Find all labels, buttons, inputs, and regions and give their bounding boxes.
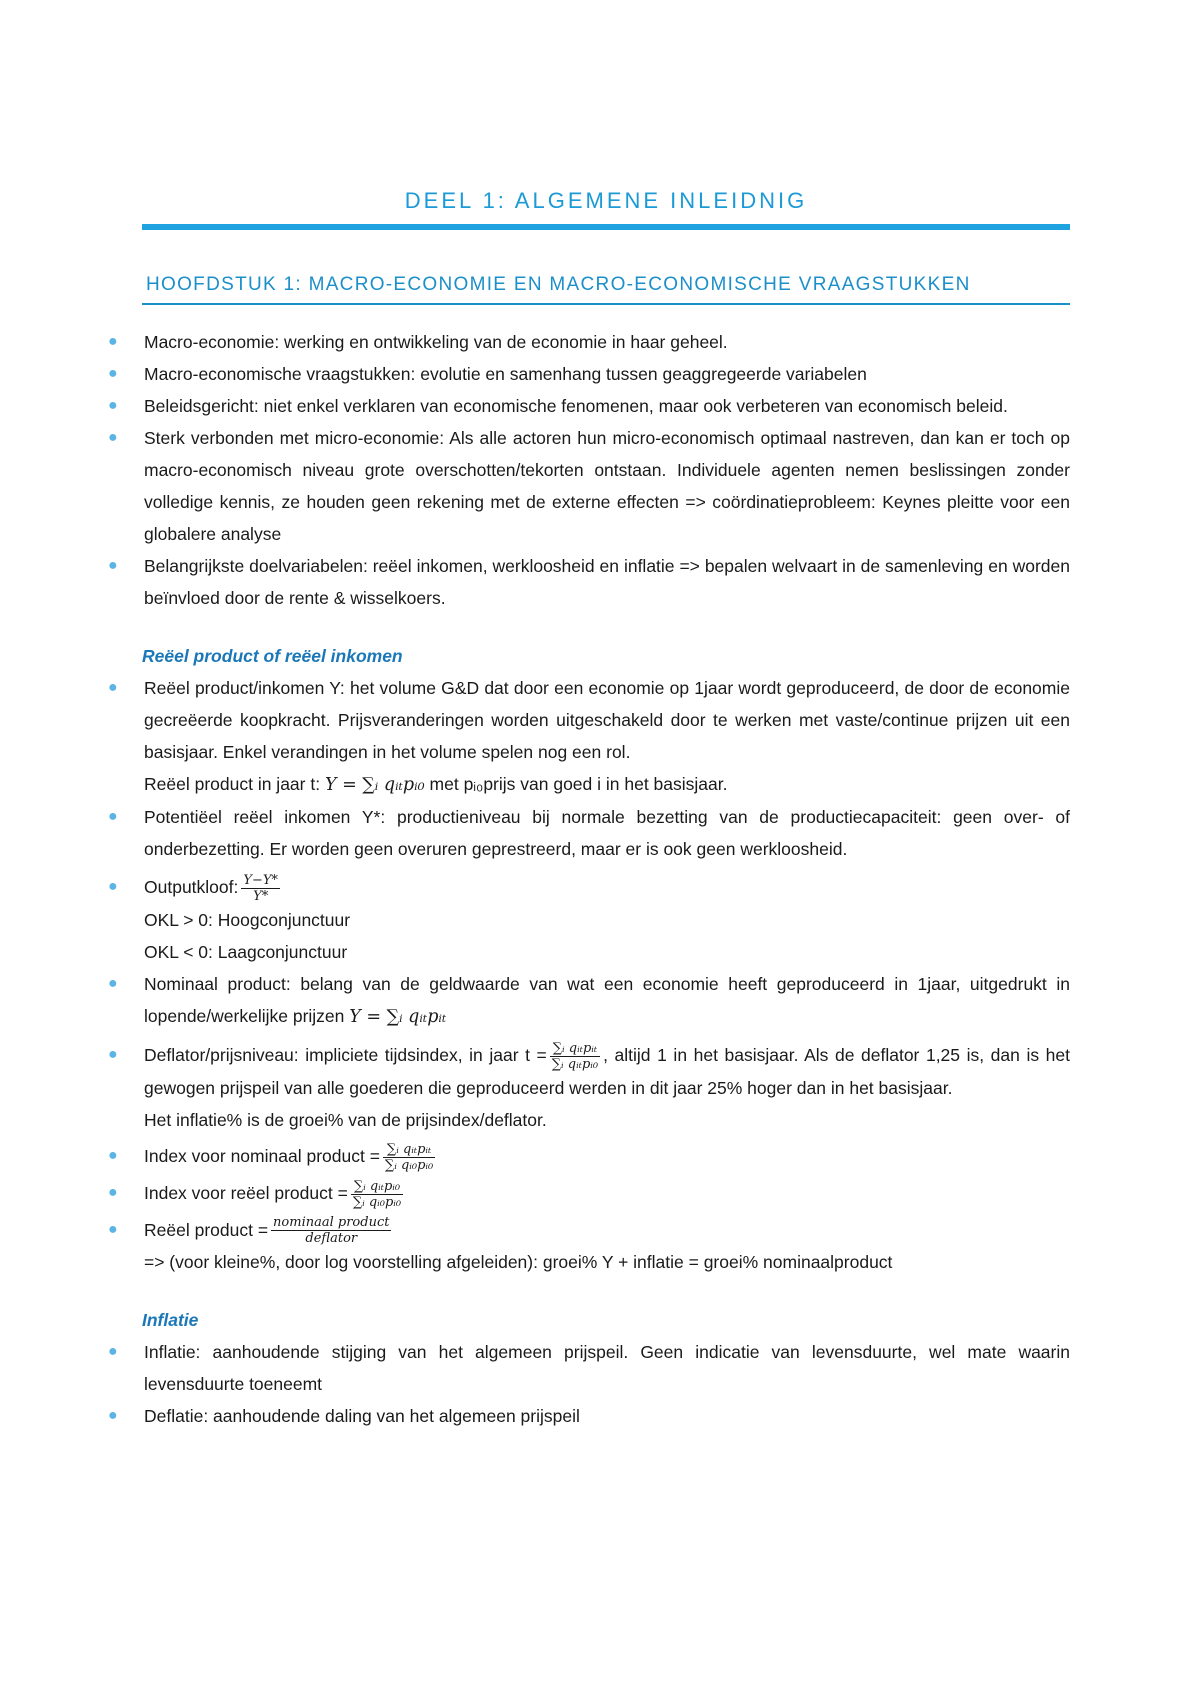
list-item: ● Reëel product = $\frac{\text{nominaal product}}{\text{deflator}}$ => (voor kleine%, door log voorstelling afgeleiden): groei% Y + inflatie = groei% nominaalproduct: [108, 1215, 893, 1273]
okl-negative: OKL < 0: Laagconjunctuur: [144, 941, 348, 962]
formula-output-gap: $\frac{Y-Y*}{Y*}$: [243, 872, 278, 904]
list-item: ● Belangrijkste doelvariabelen: reëel inkomen, werkloosheid en inflatie => bepalen welvaart in de samenleving en worden beïnvloed door de rente & wisselkoers.: [142, 550, 1070, 614]
bullet-icon: ●: [108, 397, 118, 414]
bullet-icon: ●: [108, 1407, 118, 1425]
intro-list: [108, 326, 1070, 614]
inflatie-list: [108, 1336, 1070, 1432]
bullet-icon: ●: [108, 1045, 118, 1063]
list-item: ● Nominaal product: belang van de geldwaarde van wat een economie heeft geproduceerd in 1jaar, uitgedrukt in lopende/werkelijke prijzen Y = ∑ᵢ qᵢₜpᵢₜ: [142, 968, 1070, 1033]
formula-real-from-nominal: $\frac{\text{nominaal product}}{\text{deflator}}$: [273, 1215, 390, 1247]
bullet-icon: ●: [108, 429, 118, 446]
list-item: ● Outputkloof: $\frac{Y-Y*}{Y*}$: [108, 872, 278, 904]
chapter-title: HOOFDSTUK 1: MACRO-ECONOMIE EN MACRO-ECONOMISCHE VRAAGSTUKKEN: [146, 274, 971, 295]
section-heading-inflatie: Inflatie: [142, 1310, 199, 1331]
list-item: ● Deflatie: aanhoudende daling van het algemeen prijspeil: [142, 1400, 1070, 1432]
list-item: ● Index voor reëel product = $\frac{\text{∑ᵢ qᵢₜpᵢ₀}}{\text{∑ᵢ qᵢ₀pᵢ₀}}$: [108, 1178, 402, 1210]
bullet-icon: ●: [108, 365, 118, 382]
chapter-title-rule: [142, 303, 1070, 305]
bullet-icon: ●: [108, 679, 118, 696]
bullet-icon: ●: [108, 974, 118, 992]
list-item: ● Macro-economie: werking en ontwikkeling van de economie in haar geheel.: [142, 326, 1070, 358]
section-heading-reeel-product: Reëel product of reëel inkomen: [142, 646, 403, 666]
bullet-icon: ●: [108, 557, 118, 574]
list-item: ● Macro-economische vraagstukken: evolutie en samenhang tussen geaggregeerde variabelen: [142, 358, 1070, 390]
bullet-icon: ●: [108, 1183, 118, 1201]
list-item: ● Deflator/prijsniveau: impliciete tijdsindex, in jaar t = $\frac{\text{∑ᵢ qᵢₜpᵢₜ}}{\text{∑ᵢ qᵢₜpᵢ₀}}$ , altijd 1 in het basisjaar. Als de deflator 1,25 is, dan is het gewogen prijspeil van alle goederen die geproduceerd werden in dit jaar 25% hoger dan in het basisjaar. Het inflatie% is de groei% van de prijsindex/deflator.: [108, 1040, 1071, 1130]
formula-deflator: $\frac{\text{∑ᵢ qᵢₜpᵢₜ}}{\text{∑ᵢ qᵢₜpᵢ₀}}$: [551, 1040, 599, 1072]
list-item: ● Sterk verbonden met micro-economie: Als alle actoren hun micro-economisch optimaal nastreven, dan kan er toch op macro-economisch niveau grote overschotten/tekorten ontstaan. Individuele agenten nemen beslissingen zonder volledige kennis, ze houden geen rekening met de externe effecten => coördinatieprobleem: Keynes pleitte voor een globalere analyse: [142, 422, 1070, 550]
list-item: ● Index voor nominaal product = $\frac{\text{∑ᵢ qᵢₜpᵢₜ}}{\text{∑ᵢ qᵢ₀pᵢ₀}}$: [108, 1141, 434, 1173]
bullet-icon: ●: [108, 1220, 118, 1238]
bullet-icon: ●: [108, 1343, 118, 1361]
body-text: [108, 326, 1071, 1432]
bullet-icon: ●: [108, 333, 118, 350]
formula-nominal-index: $\frac{\text{∑ᵢ qᵢₜpᵢₜ}}{\text{∑ᵢ qᵢ₀pᵢ₀}}$: [384, 1141, 434, 1173]
formula-real-index: $\frac{\text{∑ᵢ qᵢₜpᵢ₀}}{\text{∑ᵢ qᵢ₀pᵢ₀}}$: [352, 1178, 402, 1210]
formula-real-product: Y = ∑ᵢ qᵢₜpᵢ₀: [324, 775, 425, 795]
list-item: ● Inflatie: aanhoudende stijging van het algemeen prijspeil. Geen indicatie van levensduurte, wel mate waarin levensduurte toeneemt: [142, 1336, 1070, 1400]
okl-positive: OKL > 0: Hoogconjunctuur: [144, 909, 351, 930]
part-title: DEEL 1: ALGEMENE INLEIDNIG: [404, 188, 808, 213]
bullet-icon: ●: [108, 878, 118, 895]
bullet-icon: ●: [108, 808, 118, 825]
formula-nominal-product: Y = ∑ᵢ qᵢₜpᵢₜ: [349, 1006, 447, 1027]
list-item: ● Beleidsgericht: niet enkel verklaren van economische fenomenen, maar ook verbeteren van economisch beleid.: [142, 390, 1070, 422]
list-item: ● Reëel product/inkomen Y: het volume G&D dat door een economie op 1jaar wordt geproduceerd, de door de economie gecreëerde koopkracht. Prijsveranderingen worden uitgeschakeld door te werken met vaste/continue prijzen uit een basisjaar. Enkel verandingen in het volume spelen nog een rol. Reëel product in jaar t: Y = ∑ᵢ qᵢₜpᵢ₀ met pᵢ₀prijs van goed i in het basisjaar.: [142, 672, 1070, 801]
list-item: ● Potentiëel reëel inkomen Y*: productieniveau bij normale bezetting van de productiecapaciteit: geen over- of onderbezetting. Er worden geen overuren geprestreerd, maar er is ook geen werkloosheid.: [142, 801, 1070, 865]
part-title-rule: [142, 224, 1070, 230]
bullet-icon: ●: [108, 1146, 118, 1164]
reeel-product-list: [108, 672, 1071, 1278]
